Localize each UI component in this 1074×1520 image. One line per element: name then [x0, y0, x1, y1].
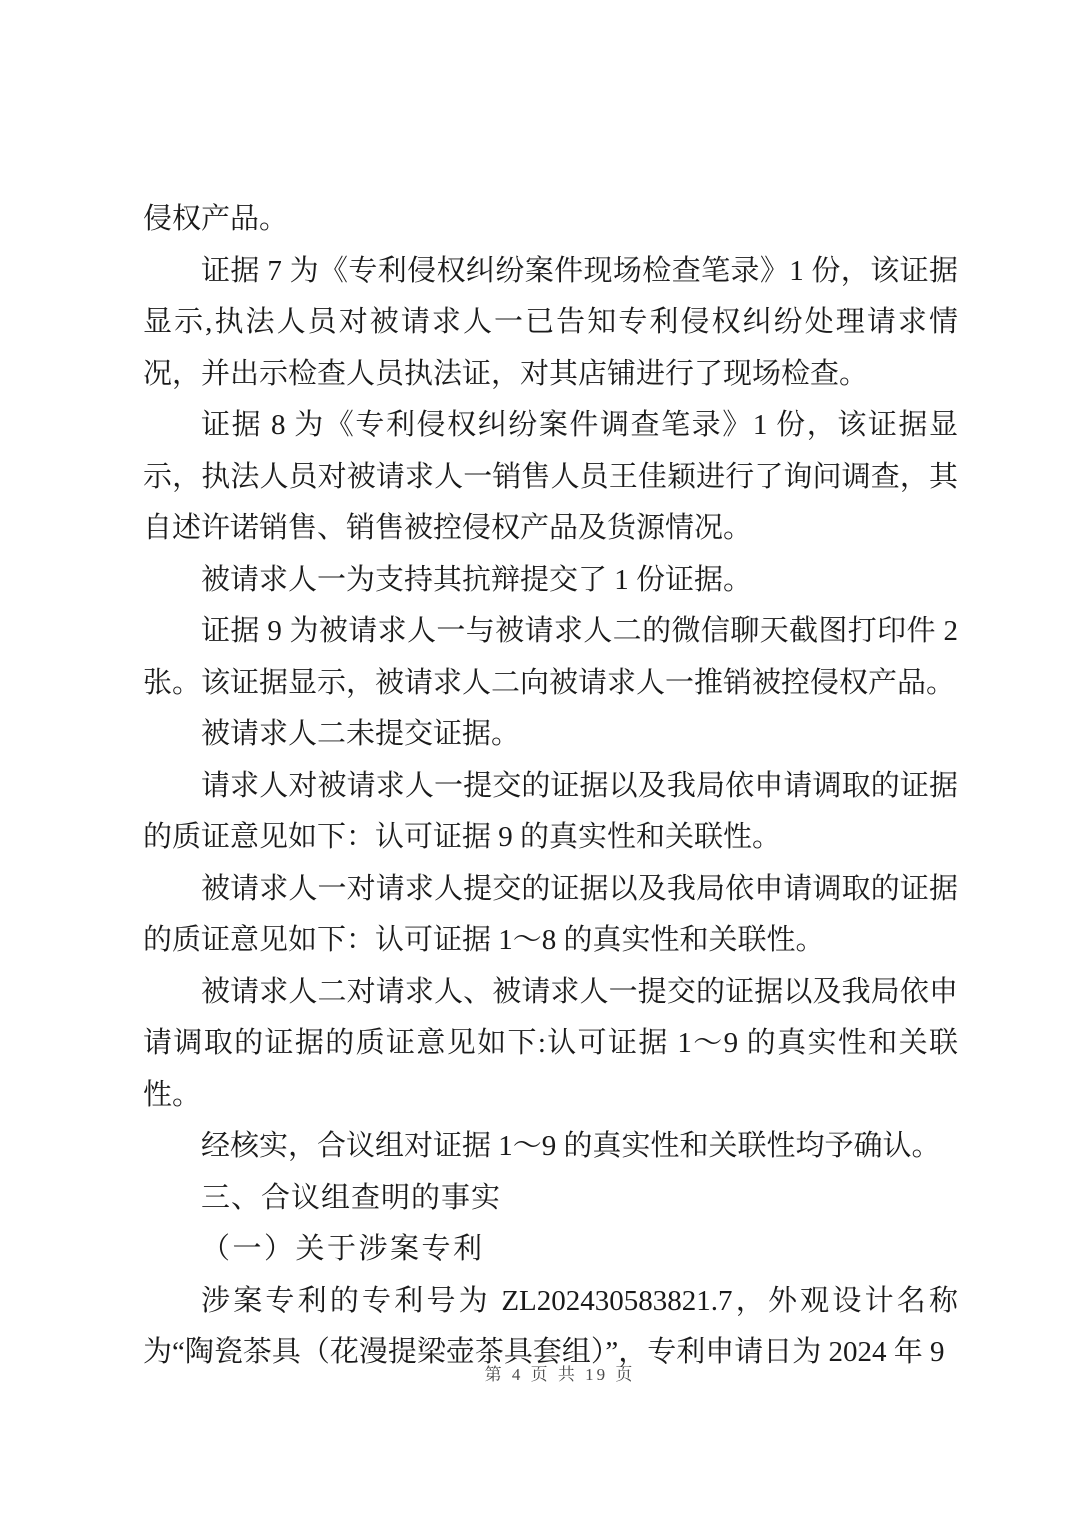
paragraph-respondent2-cross-examination-opinion: 被请求人二对请求人、被请求人一提交的证据以及我局依申请调取的证据的质证意见如下:认可证据 1～9 的真实性和关联性。 — [143, 975, 958, 1111]
statement-respondent2-no-evidence: 被请求人二未提交证据。 — [201, 718, 521, 750]
document-content — [143, 194, 958, 1379]
page-footer — [46, 1360, 1074, 1385]
paragraph-continuation-infringing-product: 侵权产品。 — [143, 203, 289, 235]
page-number: 第 4 页 共 19 页 — [484, 1365, 636, 1384]
paragraph-evidence-9: 证据 9 为被请求人一与被请求人二的微信聊天截图打印件 2 张。该证据显示，被请求人二向被请求人一推销被控侵权产品。 — [143, 615, 958, 699]
statement-respondent1-submitted-evidence: 被请求人一为支持其抗辩提交了 1 份证据。 — [201, 563, 753, 596]
paragraph-patent-info: 涉案专利的专利号为 ZL202430583821.7，外观设计名称为“陶瓷茶具（花漫提梁壶茶具套组）”，专利申请日为 2024 年 9 — [143, 1284, 958, 1368]
paragraph-claimant-cross-examination-opinion: 请求人对被请求人一提交的证据以及我局依申请调取的证据的质证意见如下：认可证据 9 的真实性和关联性。 — [143, 769, 958, 853]
subsection-heading-about-patent: （一）关于涉案专利 — [201, 1233, 485, 1265]
paragraph-evidence-7: 证据 7 为《专利侵权纠纷案件现场检查笔录》1 份，该证据显示,执法人员对被请求人一已告知专利侵权纠纷处理请求情况，并出示检查人员执法证，对其店铺进行了现场检查。 — [143, 254, 958, 390]
paragraph-panel-confirmation: 经核实，合议组对证据 1～9 的真实性和关联性均予确认。 — [201, 1130, 941, 1162]
paragraph-evidence-8: 证据 8 为《专利侵权纠纷案件调查笔录》1 份，该证据显示，执法人员对被请求人一销售人员王佳颖进行了询问调查，其自述许诺销售、销售被控侵权产品及货源情况。 — [143, 409, 958, 544]
section-heading-facts-found-by-panel: 三、合议组查明的事实 — [201, 1181, 502, 1214]
paragraph-respondent1-cross-examination-opinion: 被请求人一对请求人提交的证据以及我局依申请调取的证据的质证意见如下：认可证据 1～8 的真实性和关联性。 — [143, 872, 958, 956]
